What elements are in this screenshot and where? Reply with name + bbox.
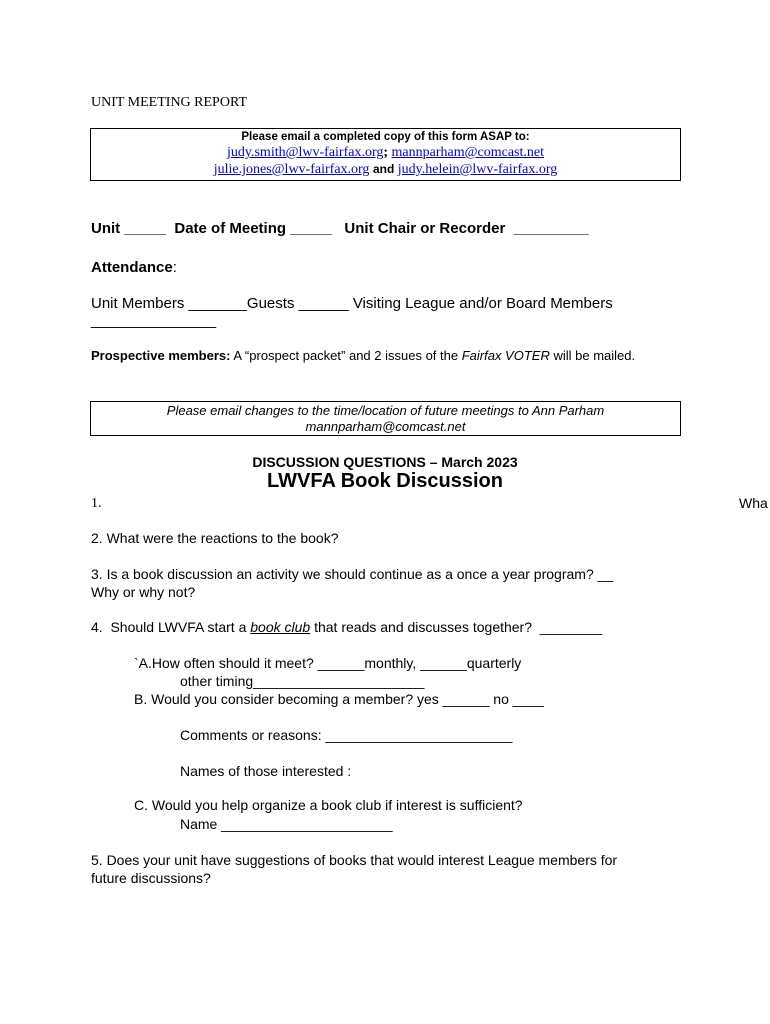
email-link-mannparham[interactable]: mannparham@comcast.net xyxy=(391,145,544,160)
question-4c-line-2: Name ______________________ xyxy=(180,816,393,832)
email-link-judy-helein[interactable]: judy.helein@lwv-fairfax.org xyxy=(397,162,558,177)
prospective-label: Prospective members: xyxy=(91,348,231,363)
question-1-number: 1. xyxy=(91,496,102,511)
question-4 xyxy=(91,619,602,635)
attendance-label: Attendance xyxy=(91,259,173,276)
question-4-text-a: 4. Should LWVFA start a xyxy=(91,619,251,635)
question-2: 2. What were the reactions to the book? xyxy=(91,530,339,546)
question-4a-line-1: `A.How often should it meet? ______monthly, ______quarterly xyxy=(134,655,522,671)
email-separator: ; xyxy=(383,145,389,160)
discussion-heading: DISCUSSION QUESTIONS – March 2023 xyxy=(252,454,518,470)
question-4c-line-1: C. Would you help organize a book club if interest is sufficient? xyxy=(134,797,523,813)
question-3-line-2: Why or why not? xyxy=(91,584,196,600)
prospective-text-b: will be mailed. xyxy=(549,348,636,363)
members-blank: _______________ xyxy=(91,312,217,329)
unit-date-chair-line: Unit _____ Date of Meeting _____ Unit Chair or Recorder _________ xyxy=(91,220,589,237)
page-title: UNIT MEETING REPORT xyxy=(91,95,248,110)
email-link-judy-smith[interactable]: judy.smith@lwv-fairfax.org xyxy=(227,145,384,160)
email-line-1 xyxy=(91,144,680,161)
question-3-line-1: 3. Is a book discussion an activity we should continue as a once a year program? __ xyxy=(91,566,614,582)
names-interested-line: Names of those interested : xyxy=(180,763,352,779)
changes-line-1: Please email changes to the time/location of future meetings to Ann Parham xyxy=(166,403,605,418)
question-4-book-club: book club xyxy=(250,619,311,635)
members-line: Unit Members _______Guests ______ Visiting League and/or Board Members xyxy=(91,295,613,312)
question-1-text-cut: Wha xyxy=(739,495,768,511)
attendance-heading xyxy=(91,259,177,276)
email-instructions-box xyxy=(90,128,681,181)
email-line-2 xyxy=(91,161,680,178)
discussion-title: LWVFA Book Discussion xyxy=(267,470,503,492)
question-4a-line-2: other timing______________________ xyxy=(180,673,425,689)
email-instruction-text: Please email a completed copy of this form ASAP to: xyxy=(241,131,530,143)
prospective-publication: Fairfax VOTER xyxy=(461,348,550,363)
question-4-text-b: that reads and discusses together? ________ xyxy=(310,619,603,635)
email-and-word: and xyxy=(372,162,395,176)
changes-box xyxy=(90,401,681,436)
question-4b: B. Would you consider becoming a member? yes ______ no ____ xyxy=(134,691,544,707)
email-link-julie-jones[interactable]: julie.jones@lwv-fairfax.org xyxy=(213,162,370,177)
attendance-colon: : xyxy=(172,259,177,276)
prospective-text-a: A “prospect packet” and 2 issues of the xyxy=(233,348,462,363)
changes-line-2: mannparham@comcast.net xyxy=(305,419,466,434)
prospective-members-line xyxy=(91,348,635,363)
comments-line: Comments or reasons: ________________________ xyxy=(180,727,513,743)
question-5-line-1: 5. Does your unit have suggestions of books that would interest League members for xyxy=(91,852,618,868)
question-5-line-2: future discussions? xyxy=(91,870,211,886)
